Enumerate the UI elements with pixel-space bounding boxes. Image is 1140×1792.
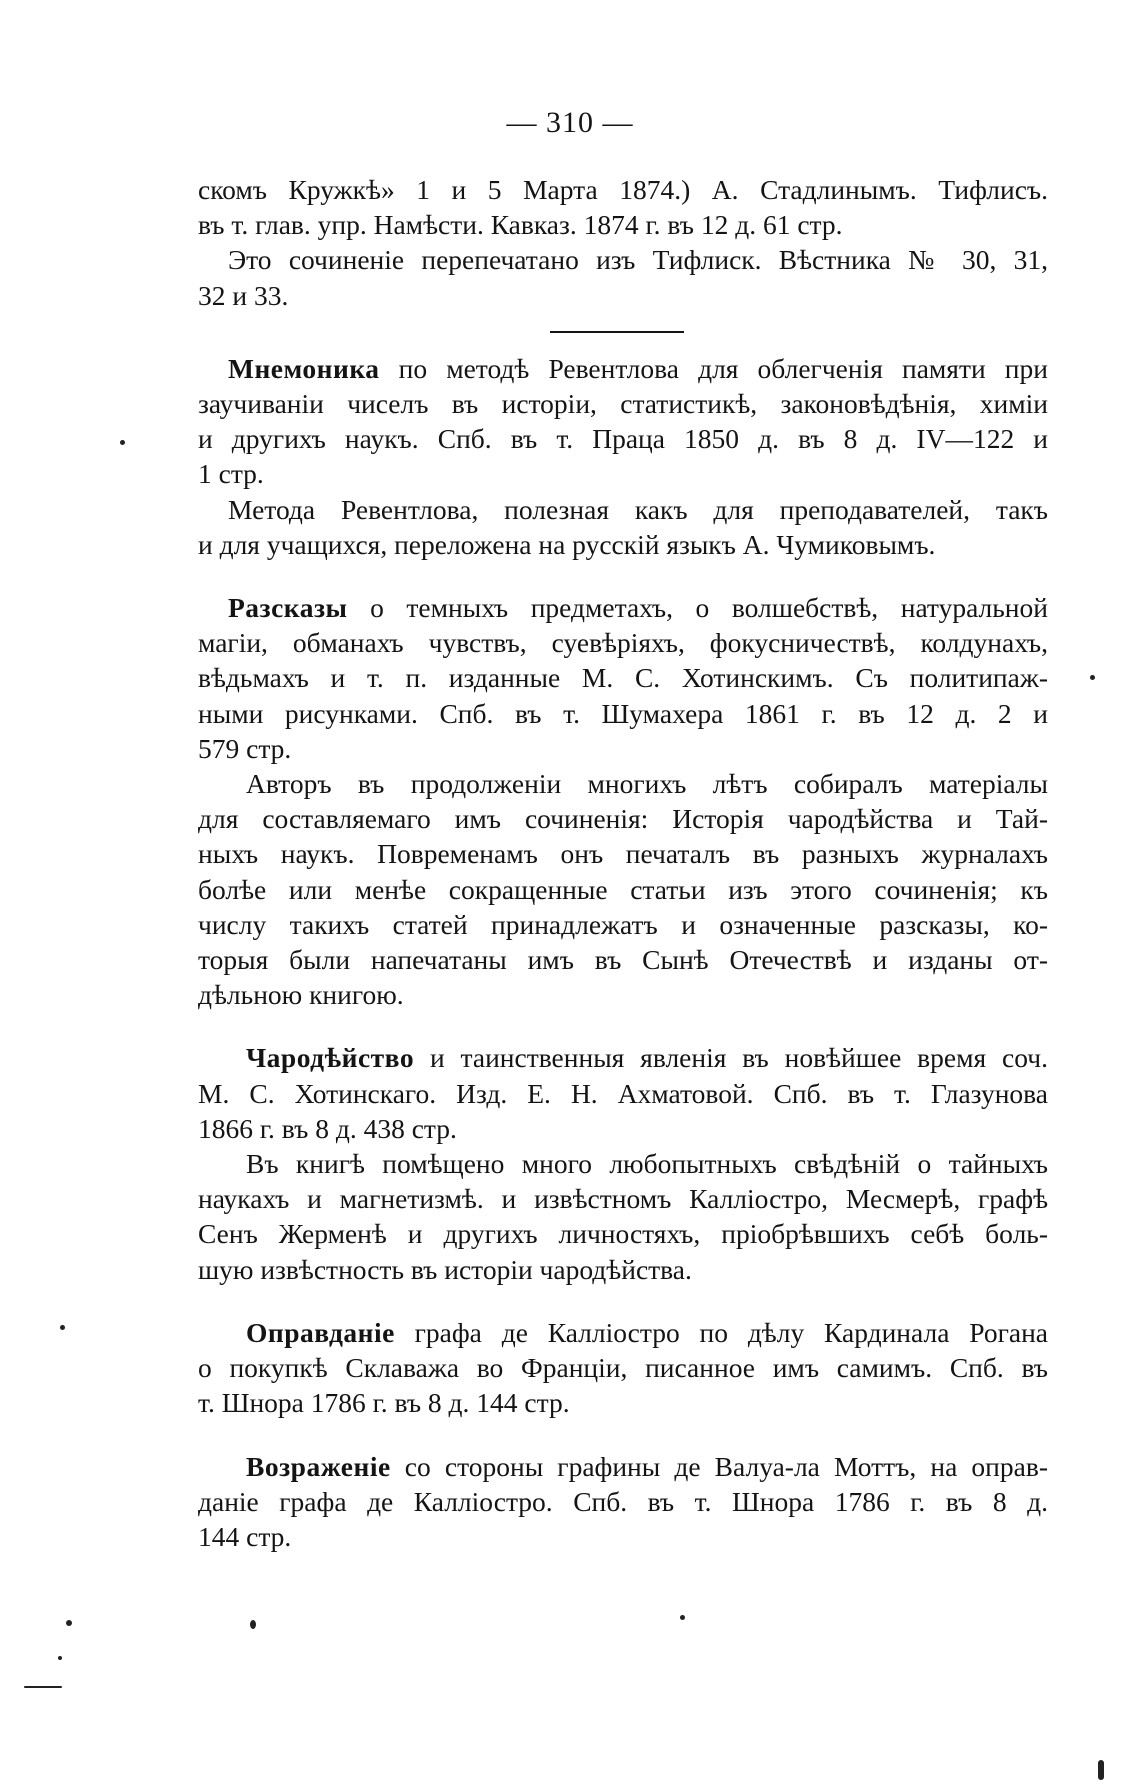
section-divider xyxy=(550,331,684,333)
line-text: Метода Ревентлова, полезная какъ для преподавателей, такъ xyxy=(228,493,1048,525)
text-line xyxy=(198,1484,1048,1519)
paragraph xyxy=(198,1146,1048,1287)
paragraph xyxy=(198,766,1048,1012)
paragraph xyxy=(198,492,1048,562)
text-line xyxy=(198,1111,1048,1146)
line-text: наукахъ и магнетизмѣ. и извѣстномъ Калліостро, Месмерѣ, графѣ xyxy=(198,1183,1048,1215)
entry-title: Разсказы xyxy=(228,592,348,624)
entry-title: Возраженіе xyxy=(246,1450,391,1482)
text-line xyxy=(198,1146,1048,1181)
text-line xyxy=(198,1385,1048,1420)
line-text: и для учащихся, переложена на русскій языкъ А. Чумиковымъ. xyxy=(198,528,936,560)
page-number: — 310 — xyxy=(506,106,634,139)
entry-title: Мнемоника xyxy=(228,352,380,384)
text-line xyxy=(198,836,1048,871)
page-text xyxy=(198,172,1048,1554)
text-line xyxy=(198,977,1048,1012)
line-text: 1866 г. въ 8 д. 438 стр. xyxy=(198,1112,457,1144)
line-text: въ т. глав. упр. Намѣсти. Кавказ. 1874 г. въ 12 д. 61 стр. xyxy=(198,209,843,241)
line-text: 579 стр. xyxy=(198,732,292,764)
text-line xyxy=(198,801,1048,836)
line-text: о темныхъ предметахъ, о волшебствѣ, натуральной xyxy=(347,592,1048,624)
text-line xyxy=(198,207,1048,242)
text-line xyxy=(198,172,1048,207)
line-text: 32 и 33. xyxy=(198,279,289,311)
text-line xyxy=(198,1216,1048,1251)
text-line xyxy=(198,766,1048,801)
line-text: графа де Калліостро по дѣлу Кардинала Рогана xyxy=(394,1316,1048,1348)
line-text: ными рисунками. Спб. въ т. Шумахера 1861 г. въ 12 д. 2 и xyxy=(198,697,1048,729)
text-line xyxy=(198,527,1048,562)
line-text: по методѣ Ревентлова для облегченія памяти при xyxy=(379,352,1048,384)
text-line xyxy=(198,456,1048,491)
line-text: Это сочиненіе перепечатано изъ Тифлиск. Вѣстника № 30, 31, xyxy=(228,244,1048,276)
line-text: о покупкѣ Склаважа во Франціи, писанное имъ самимъ. Спб. въ xyxy=(198,1352,1048,1384)
text-line xyxy=(198,625,1048,660)
paragraph xyxy=(198,351,1048,492)
paragraph xyxy=(198,590,1048,766)
paragraph xyxy=(198,1040,1048,1146)
text-line xyxy=(198,421,1048,456)
line-text: для составляемаго имъ сочиненія: Исторія чародѣйства и Тай- xyxy=(198,803,1048,835)
line-text: и другихъ наукъ. Спб. въ т. Праца 1850 д. въ 8 д. IV—122 и xyxy=(198,423,1048,455)
line-text: скомъ Кружкѣ» 1 и 5 Марта 1874.) А. Стадлинымъ. Тифлисъ. xyxy=(198,174,1048,205)
line-text: даніе графа де Калліостро. Спб. въ т. Шнора 1786 г. въ 8 д. xyxy=(198,1485,1048,1517)
text-line xyxy=(198,242,1048,277)
line-text: М. С. Хотинскаго. Изд. Е. Н. Ахматовой. Спб. въ т. Глазунова xyxy=(198,1077,1048,1109)
text-line xyxy=(198,351,1048,386)
paragraph xyxy=(198,1315,1048,1421)
text-line xyxy=(198,492,1048,527)
line-text: 144 стр. xyxy=(198,1520,292,1552)
text-line xyxy=(198,872,1048,907)
line-text: и таинственныя явленія въ новѣйшее время соч. xyxy=(414,1042,1048,1074)
line-text: со стороны графины де Валуа-ла Моттъ, на оправ- xyxy=(390,1450,1048,1482)
text-line xyxy=(198,1252,1048,1287)
text-line xyxy=(198,1076,1048,1111)
line-text: 1 стр. xyxy=(198,458,264,490)
text-line xyxy=(198,1519,1048,1554)
line-text: магіи, обманахъ чувствъ, суевѣріяхъ, фокусничествѣ, колдунахъ, xyxy=(198,627,1048,659)
text-line xyxy=(198,696,1048,731)
paragraph xyxy=(198,242,1048,312)
paragraph xyxy=(198,172,1048,242)
text-line xyxy=(198,1181,1048,1216)
text-line xyxy=(198,1315,1048,1350)
line-text: дѣльною книгою. xyxy=(198,979,404,1011)
text-line xyxy=(198,942,1048,977)
text-line xyxy=(198,731,1048,766)
line-text: вѣдьмахъ и т. п. изданные М. С. Хотинскимъ. Съ политипаж- xyxy=(198,662,1048,694)
entry-title: Оправданіе xyxy=(246,1316,395,1348)
entry-title: Чародѣйство xyxy=(246,1042,415,1074)
text-line xyxy=(198,907,1048,942)
text-line xyxy=(198,386,1048,421)
text-line xyxy=(198,1350,1048,1385)
line-text: болѣе или менѣе сокращенные статьи изъ этого сочиненія; къ xyxy=(198,873,1048,905)
line-text: заучиваніи чиселъ въ исторіи, статистикѣ, законовѣдѣнія, химіи xyxy=(198,388,1048,420)
line-text: Въ книгѣ помѣщено много любопытныхъ свѣдѣній о тайныхъ xyxy=(246,1148,1048,1180)
line-text: Авторъ въ продолженіи многихъ лѣтъ собиралъ матеріалы xyxy=(246,768,1048,800)
text-line xyxy=(198,590,1048,625)
line-text: ныхъ наукъ. Повременамъ онъ печаталъ въ разныхъ журналахъ xyxy=(198,838,1048,870)
paragraph xyxy=(198,1449,1048,1555)
text-line xyxy=(198,278,1048,313)
line-text: числу такихъ статей принадлежатъ и означенные разсказы, ко- xyxy=(198,908,1048,940)
text-line xyxy=(198,660,1048,695)
line-text: торыя были напечатаны имъ въ Сынѣ Отечествѣ и изданы от- xyxy=(198,944,1048,976)
line-text: шую извѣстность въ исторіи чародѣйства. xyxy=(198,1253,692,1285)
text-line xyxy=(198,1449,1048,1484)
text-line xyxy=(198,1040,1048,1075)
line-text: т. Шнора 1786 г. въ 8 д. 144 стр. xyxy=(198,1387,570,1419)
line-text: Сенъ Жерменѣ и другихъ личностяхъ, пріобрѣвшихъ себѣ боль- xyxy=(198,1218,1048,1250)
